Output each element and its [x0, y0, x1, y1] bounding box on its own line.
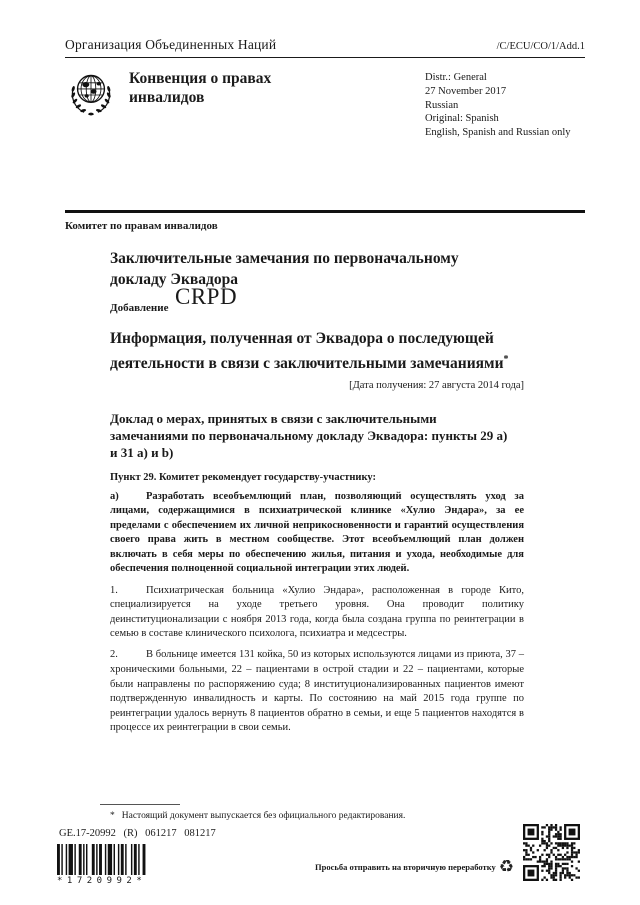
- distribution-block: [425, 65, 585, 211]
- paragraph-a-text: Разработать всеобъемлющий план, позволяющий осуществлять уход за лицами, содержащимися в психиатрической клинике «Хулио Эндара», за ее пределами с обеспечением их личной неприкосновенности и гарантий осуществления своего права жить в местном сообществе. Этот всеобъемлющий план должен включать в себя меры по обеспечению жилья, питания и ухода, необходимые для обеспечения полноценной социальной интеграции этих людей.: [110, 490, 524, 575]
- distr-date: 27 November 2017: [425, 85, 507, 97]
- footnote: [110, 811, 405, 821]
- paragraph-1-label: 1.: [110, 584, 118, 596]
- footnote-separator: [100, 804, 180, 805]
- ge-document-number: GE.17-20992 (R) 061217 081217: [59, 828, 216, 839]
- document-symbol-suffix: /C/ECU/CO/1/Add.1: [496, 41, 585, 52]
- footnote-marker: *: [110, 811, 115, 821]
- paragraph-2-label: 2.: [110, 649, 118, 661]
- barcode: [57, 844, 179, 875]
- recycle-notice: [300, 858, 514, 875]
- un-org-name: Организация Объединенных Наций: [65, 37, 277, 52]
- distr-line: Distr.: General: [425, 72, 487, 83]
- paragraph-2: [110, 648, 524, 736]
- document-symbol-main: CRPD: [175, 284, 238, 309]
- footnote-text: Настоящий документ выпускается без официального редактирования.: [121, 811, 406, 821]
- paragraph-1: [110, 584, 524, 642]
- distr-languages-note: English, Spanish and Russian only: [425, 127, 571, 139]
- subtitle-footnote-marker: *: [503, 354, 509, 365]
- barcode-block: [57, 844, 181, 886]
- paragraph-a-label: а): [110, 490, 119, 502]
- point-29-heading: Пункт 29. Комитет рекомендует государству-участнику:: [110, 472, 376, 483]
- qr-code: [523, 824, 580, 881]
- recycle-note-text: Просьба отправить на вторичную переработку: [315, 861, 496, 872]
- paragraph-2-text: В больнице имеется 131 койка, 50 из которых используются лицами из приюта, 37 – хроническими больными, 22 – пациентами в острой стадии и 22 – пациентами, которые были направлены по распоряжению суда; 8 институционализированных пациентов имеют подтвержденную инвалидность и карты. По состоянию на май 2015 года группе по реинтеграции удалось вернуть 8 пациентов обратно в семьи, и еще 5 пациентов находятся в процессе их реинтеграции в свои семьи.: [110, 649, 524, 734]
- header-thick-rule: [65, 210, 585, 213]
- distr-language: Russian: [425, 99, 459, 111]
- convention-title: Конвенция о правах инвалидов: [129, 70, 272, 106]
- committee-name: Комитет по правам инвалидов: [65, 220, 218, 232]
- barcode-label: *1720992*: [57, 876, 147, 886]
- un-emblem-icon: [65, 67, 117, 123]
- addendum-label: Добавление: [110, 302, 169, 314]
- report-heading: Доклад о мерах, принятых в связи с заключительными замечаниями по первоначальному докладу Эквадора: пункты 29 a) и 31 a) и b): [110, 411, 508, 460]
- paragraph-a: [110, 490, 524, 578]
- main-content: [110, 248, 524, 736]
- paragraph-1-text: Психиатрическая больница «Хулио Эндара», расположенная в городе Кито, специализируется на уходе третьего уровня. Она проводит политику деинституционализации с ноября 2013 года, когда была создана группа по реинтеграции в семью в составе клинического психолога, психиатра и медсестры.: [110, 584, 524, 640]
- document-subtitle: [110, 328, 510, 374]
- recycle-icon: ♻: [498, 857, 514, 876]
- document-title: Заключительные замечания по первоначальному докладу Эквадора: [110, 250, 459, 288]
- received-date: [Дата получения: 27 августа 2014 года]: [349, 380, 524, 391]
- distr-original: Original: Spanish: [425, 113, 499, 125]
- subtitle-text: Информация, полученная от Эквадора о последующей деятельности в связи с заключительными замечаниями: [110, 330, 504, 372]
- header-info-row: [65, 65, 585, 211]
